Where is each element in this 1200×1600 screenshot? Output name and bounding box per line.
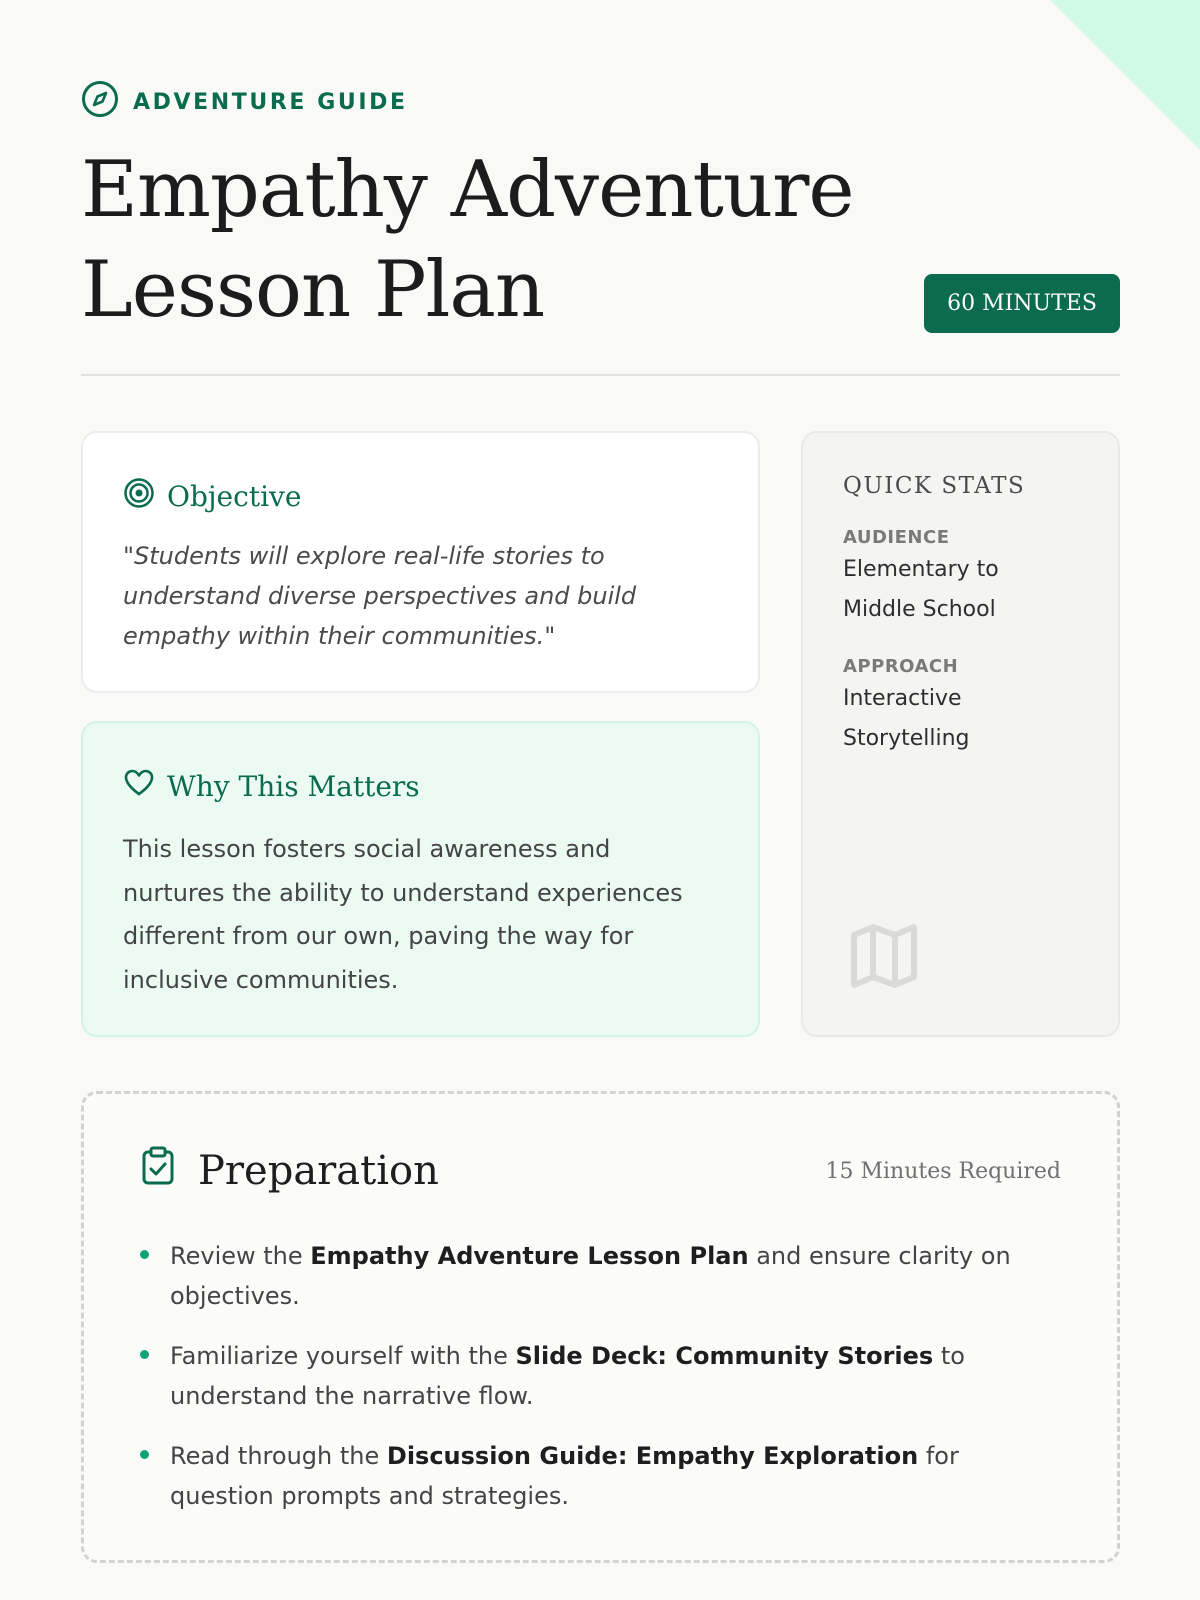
item-text: for question prompts and strategies. xyxy=(170,1442,959,1510)
objective-heading: Objective xyxy=(167,480,302,513)
preparation-time: 15 Minutes Required xyxy=(825,1158,1061,1184)
duration-badge: 60 MINUTES xyxy=(924,274,1120,333)
why-header xyxy=(123,767,718,806)
list-item xyxy=(140,1436,1061,1516)
item-text: and ensure clarity on objectives. xyxy=(170,1242,1011,1310)
item-text: to understand the narrative flow. xyxy=(170,1342,965,1410)
objective-card xyxy=(81,431,760,693)
header-divider xyxy=(81,374,1120,376)
preparation-heading: Preparation xyxy=(198,1148,439,1194)
stat-label: AUDIENCE xyxy=(843,527,950,548)
item-emphasis: Slide Deck: Community Stories xyxy=(515,1342,934,1370)
map-icon xyxy=(849,921,919,991)
eyebrow-label: ADVENTURE GUIDE xyxy=(133,89,408,115)
compass-icon xyxy=(81,80,119,124)
item-emphasis: Empathy Adventure Lesson Plan xyxy=(310,1242,749,1270)
preparation-card xyxy=(81,1091,1120,1563)
preparation-list xyxy=(140,1236,1061,1516)
item-emphasis: Discussion Guide: Empathy Exploration xyxy=(386,1442,919,1470)
eyebrow xyxy=(81,80,408,124)
target-icon xyxy=(123,477,155,516)
page-title: Empathy Adventure Lesson Plan xyxy=(81,145,854,335)
preparation-header xyxy=(140,1146,1061,1196)
why-body: This lesson fosters social awareness and nurtures the ability to understand experiences different from our own, paving the way for inclusive communities. xyxy=(123,835,683,994)
stat-audience xyxy=(843,527,1078,630)
item-text: Review the xyxy=(170,1242,311,1270)
quick-stats-title: QUICK STATS xyxy=(843,473,1026,499)
corner-decoration xyxy=(1050,0,1200,150)
item-text: Read through the xyxy=(170,1442,387,1470)
item-text: Familiarize yourself with the xyxy=(170,1342,516,1370)
why-card xyxy=(81,721,760,1037)
list-item xyxy=(140,1236,1061,1316)
objective-header xyxy=(123,477,718,516)
stat-value: Elementary to Middle School xyxy=(843,557,999,622)
list-item xyxy=(140,1336,1061,1416)
stat-approach xyxy=(843,656,1078,759)
preparation-title-group xyxy=(140,1146,439,1196)
stat-label: APPROACH xyxy=(843,656,959,677)
heart-icon xyxy=(123,767,155,806)
quick-stats-card xyxy=(801,431,1120,1037)
clipboard-check-icon xyxy=(140,1146,176,1196)
objective-quote: "Students will explore real-life stories to understand diverse perspectives and build empathy within their communities." xyxy=(123,542,637,650)
stat-value: Interactive Storytelling xyxy=(843,686,970,751)
why-heading: Why This Matters xyxy=(167,770,420,803)
